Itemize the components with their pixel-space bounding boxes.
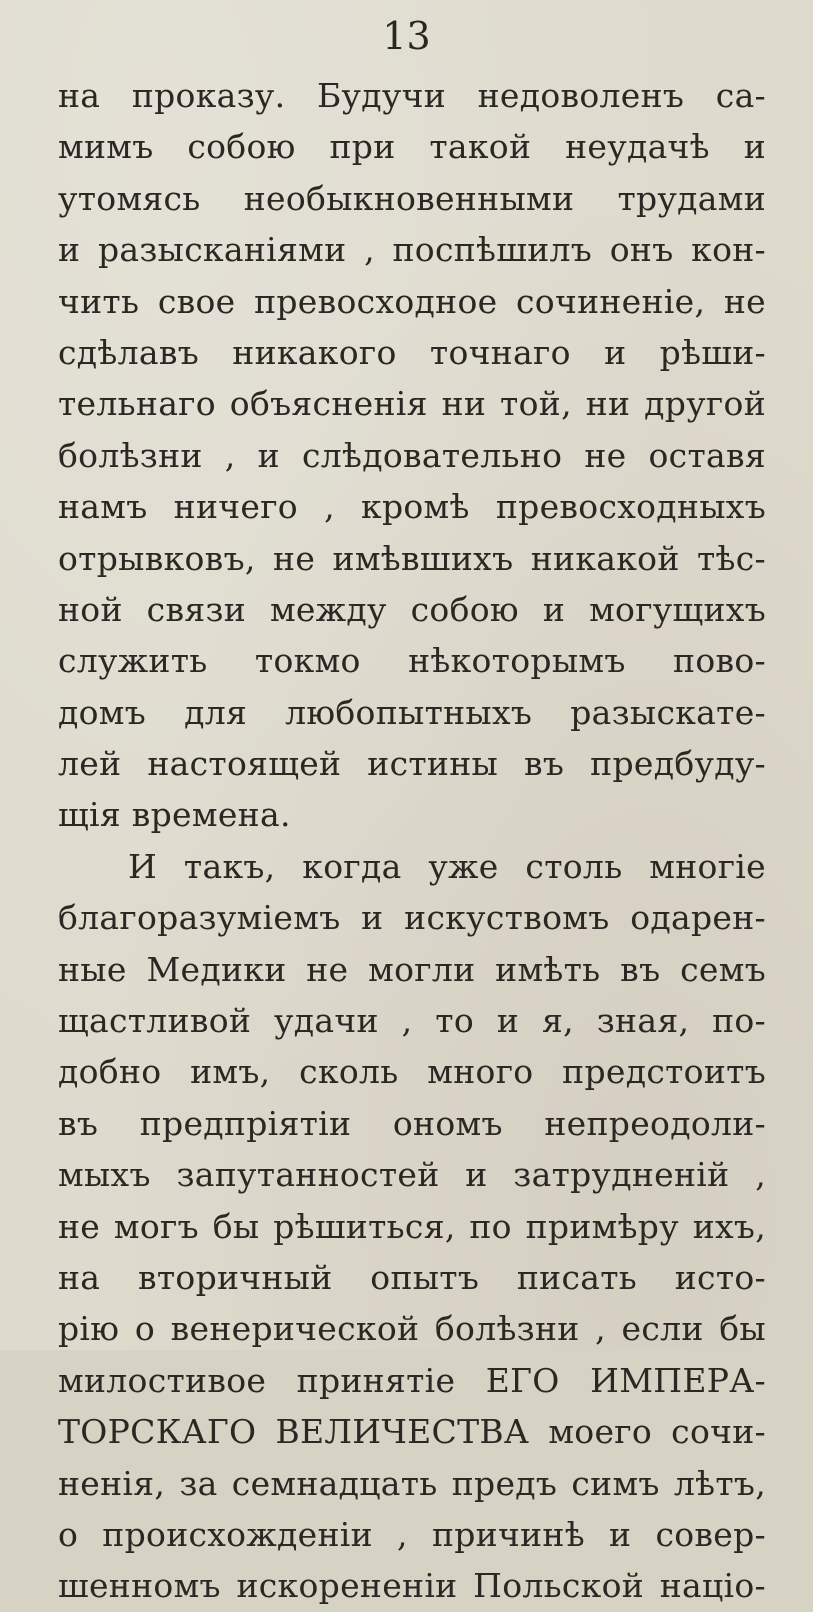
text-line-17: благоразуміемъ и искуствомъ одарен- — [58, 898, 766, 938]
text-line-14: лей настоящей истины въ предбуду- — [58, 744, 766, 784]
text-line-5: чить свое превосходное сочиненіе, не — [58, 281, 766, 321]
text-line-10: отрывковъ, не имѣвшихъ никакой тѣс- — [58, 538, 766, 578]
text-line-24: на вторичный опытъ писать исто- — [58, 1257, 766, 1297]
page-number: 13 — [382, 14, 431, 58]
text-line-25: рію о венерической болѣзни , если бы — [58, 1309, 766, 1349]
text-line-13: домъ для любопытныхъ разыскате- — [58, 692, 766, 732]
text-line-12: служить токмо нѣкоторымъ пово- — [58, 641, 766, 681]
text-line-18: ные Медики не могли имѣть въ семъ — [58, 949, 766, 989]
text-line-11: ной связи между собою и могущихъ — [58, 589, 766, 629]
text-line-22: мыхъ запутанностей и затрудненій , — [58, 1155, 766, 1195]
text-line-23: не могъ бы рѣшиться, по примѣру ихъ, — [58, 1206, 766, 1246]
text-line-19: щастливой удачи , то и я, зная, по- — [58, 1001, 766, 1041]
text-line-20: добно имъ, сколь много предстоитъ — [58, 1052, 766, 1092]
text-line-21: въ предпріятіи ономъ непреодоли- — [58, 1103, 766, 1143]
text-line-26: милостивое принятіе ЕГО ИМПЕРА- — [58, 1360, 766, 1400]
text-line-4: и разысканіями , поспѣшилъ онъ кон- — [58, 230, 766, 270]
text-line-3: утомясь необыкновенными трудами — [58, 178, 766, 218]
text-line-29: о происхожденіи , причинѣ и совер- — [58, 1514, 766, 1554]
text-line-2: мимъ собою при такой неудачѣ и — [58, 127, 766, 167]
text-line-1: на проказу. Будучи недоволенъ са- — [58, 76, 766, 115]
text-line-8: болѣзни , и слѣдовательно не оставя — [58, 435, 766, 475]
text-line-28: ненія, за семнадцать предъ симъ лѣтъ, — [58, 1463, 766, 1503]
text-line-9: намъ ничего , кромѣ превосходныхъ — [58, 487, 766, 527]
text-line-7: тельнаго объясненія ни той, ни другой — [58, 384, 766, 424]
text-line-30: шенномъ искорененіи Польской націо- — [58, 1566, 766, 1606]
text-line-16: И такъ, когда уже столь многіе — [128, 846, 766, 886]
text-line-15: щія времена. — [58, 795, 291, 835]
text-line-6: сдѣлавъ никакого точнаго и рѣши- — [58, 332, 766, 372]
body-text — [58, 70, 766, 1612]
text-line-27: ТОРСКАГО ВЕЛИЧЕСТВА моего сочи- — [58, 1412, 766, 1452]
